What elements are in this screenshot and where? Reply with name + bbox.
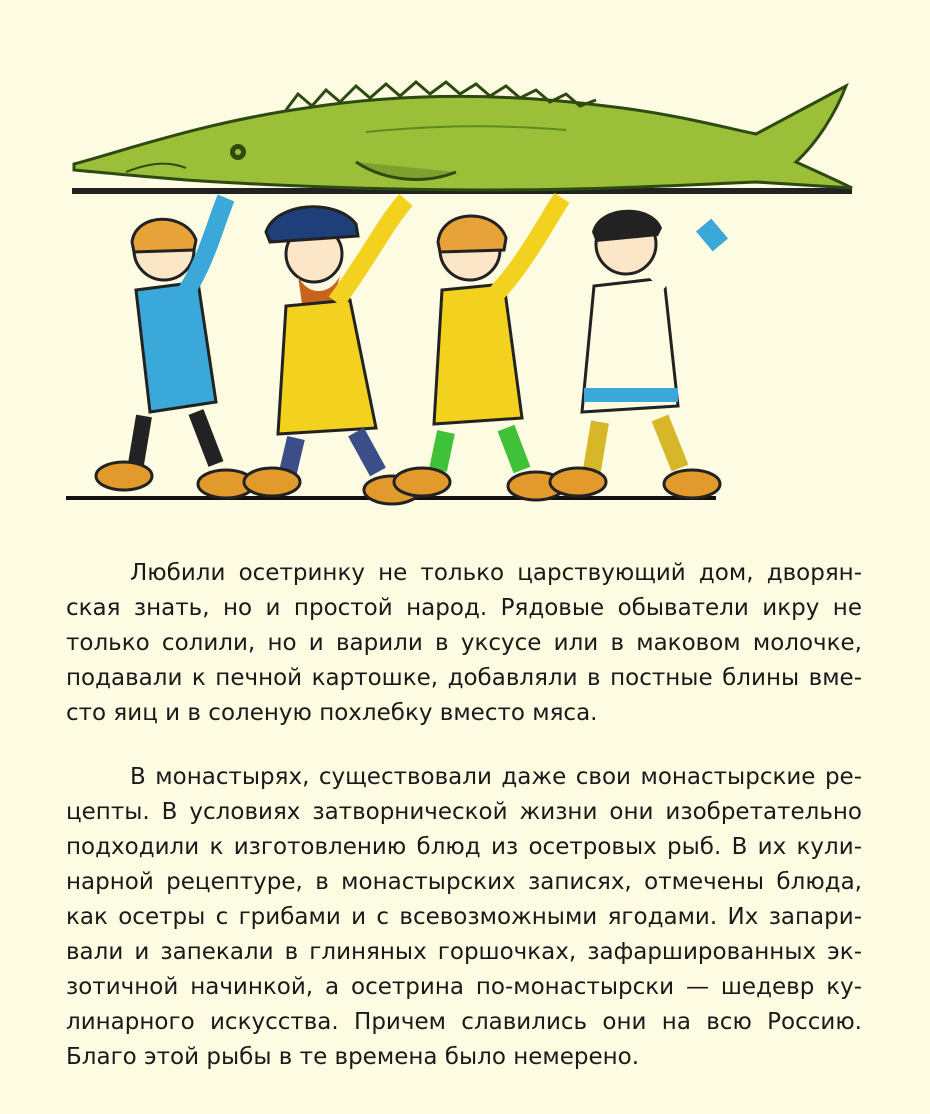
paragraph-1 [66,556,862,731]
paragraph-line: вали и запекали в глиняных горшочках, зафаршированных эк- [66,939,862,965]
paragraph-line: только солили, но и варили в уксусе или в маковом молочке, [66,630,862,656]
carrier-blue-shirt [96,198,254,498]
paragraph-line: цепты. В условиях затворнической жизни они изобретательно [66,799,862,825]
paragraph-line: ская знать, но и простой народ. Рядовые обыватели икру не [66,595,862,621]
paragraph-line: линарного искусства. Причем славились они на всю Россию. [66,1009,862,1035]
carrier-white-shirt [550,202,728,498]
paragraph-line: сто яиц и в соленую похлебку вместо мяса. [66,700,598,726]
paragraph-2 [66,760,862,1075]
paragraph-line: подходили к изготовлению блюд из осетровых рыб. В их кули- [66,834,862,860]
sturgeon-fish [74,82,852,190]
carrier-yellow-coat-hat [244,200,420,504]
paragraph-line: зотичной начинкой, а осетрина по-монастырски — шедевр ку- [66,974,862,1000]
paragraph-line: В монастырях, существовали даже свои монастырские ре- [130,764,862,790]
paragraph-line: нарной рецептуре, в монастырских записях, отмечены блюда, [66,869,862,895]
paragraph-line: как осетры с грибами и с всевозможными ягодами. Их запари- [66,904,862,930]
paragraph-line: Любили осетринку не только царствующий дом, дворян- [130,560,862,586]
paragraph-line: подавали к печной картошке, добавляли в постные блины вме- [66,665,862,691]
sturgeon-carriers-illustration [66,72,862,512]
paragraph-line: Благо этой рыбы в те времена было немерено. [66,1044,640,1070]
carrier-yellow-shirt [394,198,564,500]
